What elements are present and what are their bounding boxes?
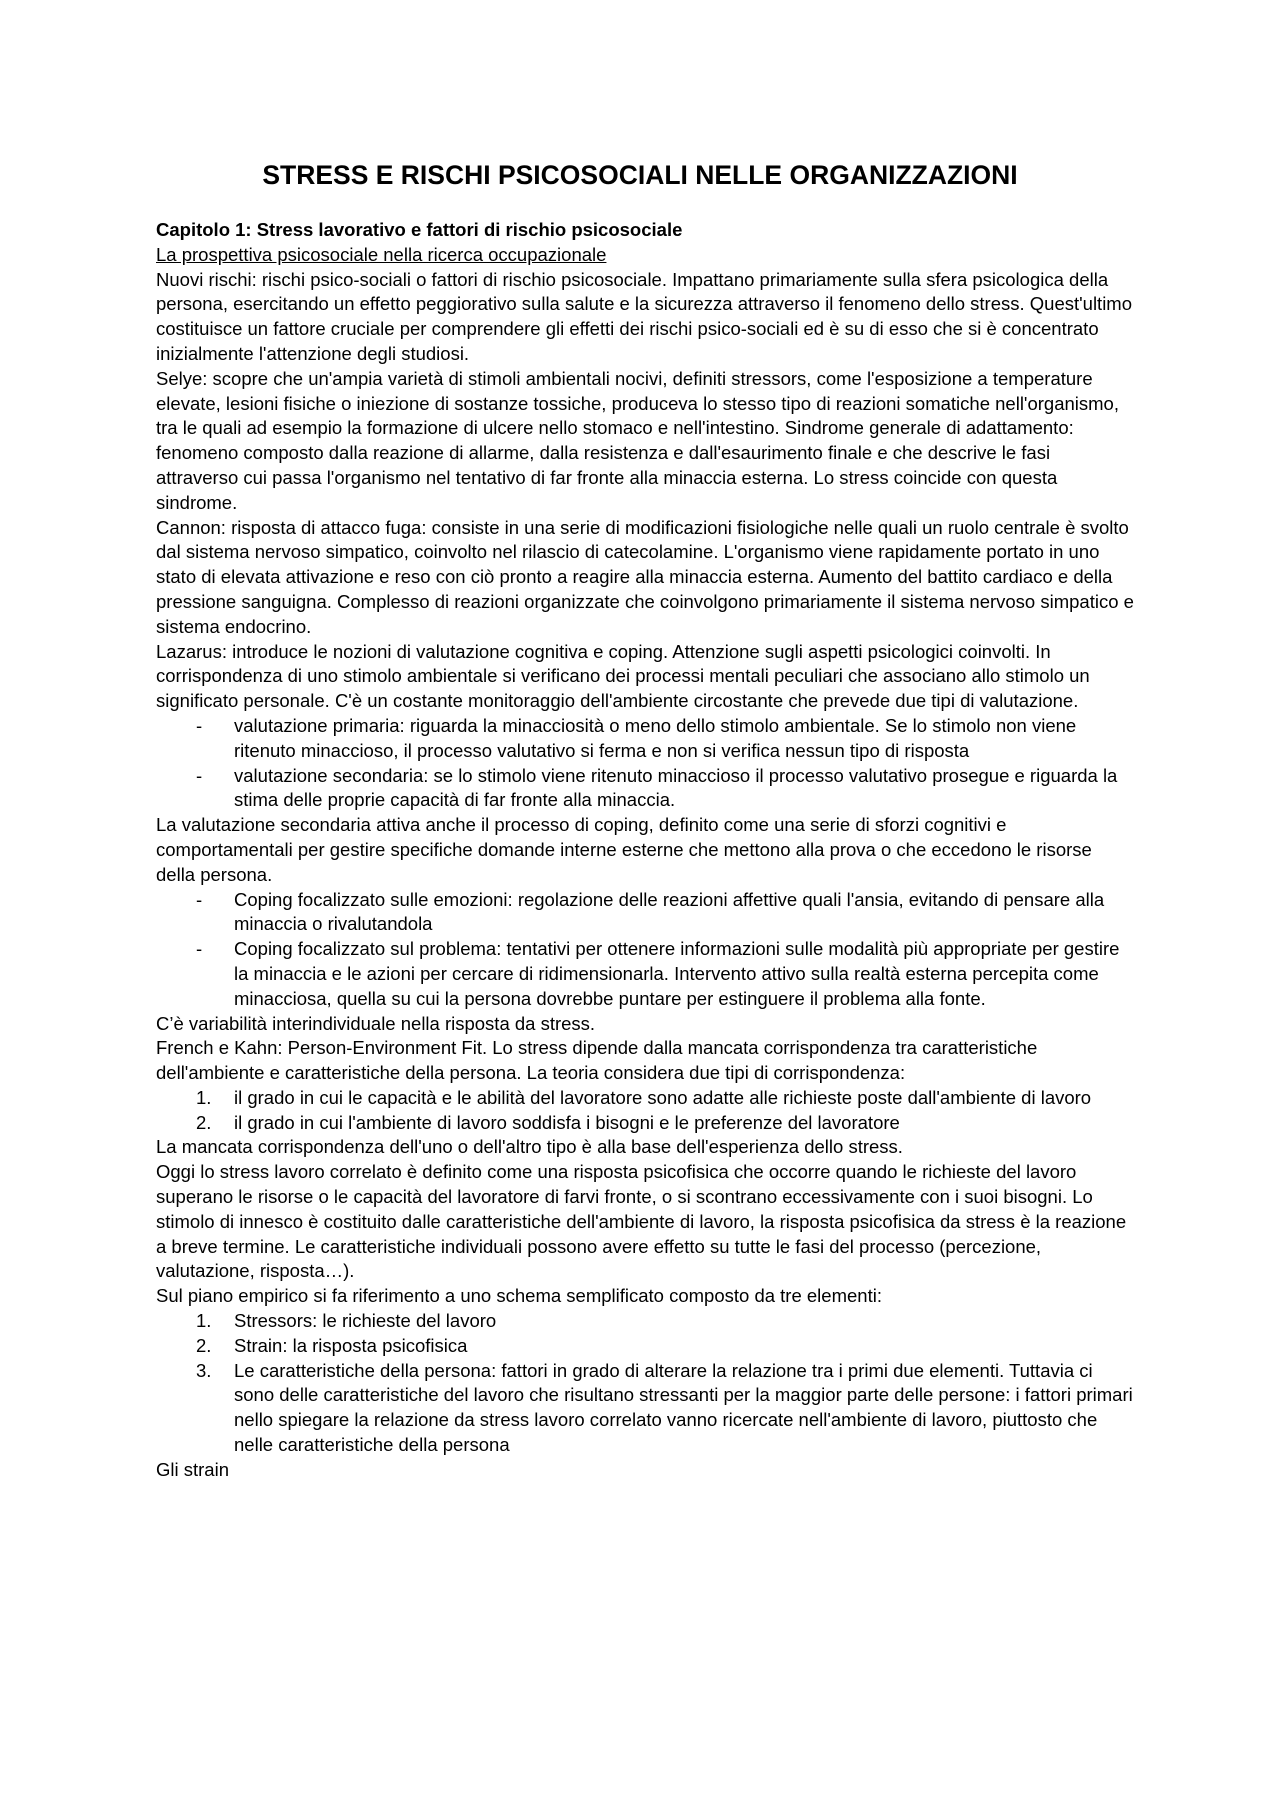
list-item [156,937,1136,1011]
list-item [156,1334,1136,1359]
correspondence-list [156,1086,1136,1136]
list-item [156,764,1136,814]
list-item [156,1359,1136,1458]
coping-list [156,888,1136,1012]
paragraph-variability: C’è variabilità interindividuale nella risposta da stress. [156,1012,596,1034]
paragraph-coping: La valutazione secondaria attiva anche il processo di coping, definito come una serie di sforzi cognitivi e comportamentali per gestire specifiche domande interne esterne che mettono alla prova o che eccedono le risorse della persona. [156,814,1092,885]
list-item [156,1111,1136,1136]
list-number: 2. [196,1111,212,1133]
appraisal-list [156,714,1136,813]
section-heading: La prospettiva psicosociale nella ricerca occupazionale [156,243,607,265]
list-bullet: - [196,888,203,910]
paragraph-empirical-scheme: Sul piano empirico si fa riferimento a uno schema semplificato composto da tre elementi: [156,1285,882,1307]
paragraph-cannon: Cannon: risposta di attacco fuga: consiste in una serie di modificazioni fisiologiche nelle quali un ruolo centrale è svolto dal sistema nervoso simpatico, coinvolto nel rilascio di catecolamine. L'organismo viene rapidamente portato in uno stato di elevata attivazione e reso con ciò pronto a reagire alla minaccia esterna. Aumento del battito cardiaco e della pressione sanguigna. Complesso di reazioni organizzate che coinvolgono primariamente il sistema nervoso simpatico e sistema endocrino. [156,516,1134,637]
paragraph-selye: Selye: scopre che un'ampia varietà di stimoli ambientali nocivi, definiti stressors, come l'esposizione a temperature elevate, lesioni fisiche o iniezione di sostanze tossiche, produceva lo stesso tipo di reazioni somatiche nell'organismo, tra le quali ad esempio la formazione di ulcere nello stomaco e nell'intestino. Sindrome generale di adattamento: fenomeno composto dalla reazione di allarme, dalla resistenza e dall'esaurimento finale e che descrive le fasi attraverso cui passa l'organismo nel tentativo di far fronte alla minaccia esterna. Lo stress coincide con questa sindrome. [156,367,1119,513]
document-body [156,218,1136,1483]
list-item-text: Stressors: le richieste del lavoro [234,1310,497,1332]
list-item-text: valutazione secondaria: se lo stimolo viene ritenuto minaccioso il processo valutativo prosegue e riguarda la stima delle proprie capacità di far fronte alla minaccia. [234,764,1118,811]
chapter-heading: Capitolo 1: Stress lavorativo e fattori di rischio psicosociale [156,219,683,240]
list-number: 3. [196,1359,212,1381]
paragraph-strain: Gli strain [156,1458,229,1480]
list-number: 1. [196,1310,212,1332]
list-item-text: Coping focalizzato sulle emozioni: regolazione delle reazioni affettive quali l'ansia, evitando di pensare alla minaccia o rivalutandola [234,888,1105,935]
list-item [156,714,1136,764]
list-item-text: Coping focalizzato sul problema: tentativi per ottenere informazioni sulle modalità più appropriate per gestire la minaccia e le azioni per cercare di ridimensionarla. Intervento attivo sulla realtà esterna percepita come minacciosa, quella su cui la persona dovrebbe puntare per estinguere il problema alla fonte. [234,938,1120,1009]
list-item [156,1309,1136,1334]
list-item-text: Le caratteristiche della persona: fattori in grado di alterare la relazione tra i primi due elementi. Tuttavia ci sono delle caratteristiche del lavoro che risultano stressanti per la maggior parte delle persone: i fattori primari nello spiegare la relazione da stress lavoro correlato vanno ricercate nell'ambiente di lavoro, piuttosto che nelle caratteristiche della persona [234,1359,1133,1456]
list-item-text: valutazione primaria: riguarda la minacciosità o meno dello stimolo ambientale. Se lo stimolo non viene ritenuto minaccioso, il processo valutativo si ferma e non si verifica nessun tipo di risposta [234,714,1077,761]
paragraph-french-kahn: French e Kahn: Person-Environment Fit. Lo stress dipende dalla mancata corrispondenza tra caratteristiche dell'ambiente e caratteristiche della persona. La teoria considera due tipi di corrispondenza: [156,1037,1038,1084]
list-item-text: Strain: la risposta psicofisica [234,1334,468,1356]
paragraph-work-stress-definition: Oggi lo stress lavoro correlato è definito come una risposta psicofisica che occorre quando le richieste del lavoro superano le risorse o le capacità del lavoratore di farvi fronte, o si scontrano eccessivamente con i suoi bisogni. Lo stimolo di innesco è costituito dalle caratteristiche dell'ambiente di lavoro, la risposta psicofisica da stress è la reazione a breve termine. Le caratteristiche individuali possono avere effetto su tutte le fasi del processo (percezione, valutazione, risposta…). [156,1161,1127,1282]
list-item [156,888,1136,938]
paragraph-mismatch: La mancata corrispondenza dell'uno o dell'altro tipo è alla base dell'esperienza dello stress. [156,1136,903,1158]
list-item-text: il grado in cui l'ambiente di lavoro soddisfa i bisogni e le preferenze del lavoratore [234,1111,900,1133]
scheme-elements-list [156,1309,1136,1458]
list-number: 1. [196,1086,212,1108]
list-bullet: - [196,938,203,960]
document-title: STRESS E RISCHI PSICOSOCIALI NELLE ORGANIZZAZIONI [262,160,1018,190]
list-item-text: il grado in cui le capacità e le abilità del lavoratore sono adatte alle richieste poste dall'ambiente di lavoro [234,1086,1092,1108]
paragraph-new-risks: Nuovi rischi: rischi psico-sociali o fattori di rischio psicosociale. Impattano primariamente sulla sfera psicologica della persona, esercitando un effetto peggiorativo sulla salute e la sicurezza attraverso il fenomeno dello stress. Quest'ultimo costituisce un fattore cruciale per comprendere gli effetti dei rischi psico-sociali ed è su di esso che si è concentrato inizialmente l'attenzione degli studiosi. [156,268,1133,364]
paragraph-lazarus: Lazarus: introduce le nozioni di valutazione cognitiva e coping. Attenzione sugli aspetti psicologici coinvolti. In corrispondenza di uno stimolo ambientale si verificano dei processi mentali peculiari che associano allo stimolo un significato personale. C'è un costante monitoraggio dell'ambiente circostante che prevede due tipi di valutazione. [156,640,1090,712]
list-number: 2. [196,1334,212,1356]
list-bullet: - [196,714,203,736]
list-item [156,1086,1136,1111]
list-bullet: - [196,764,203,786]
